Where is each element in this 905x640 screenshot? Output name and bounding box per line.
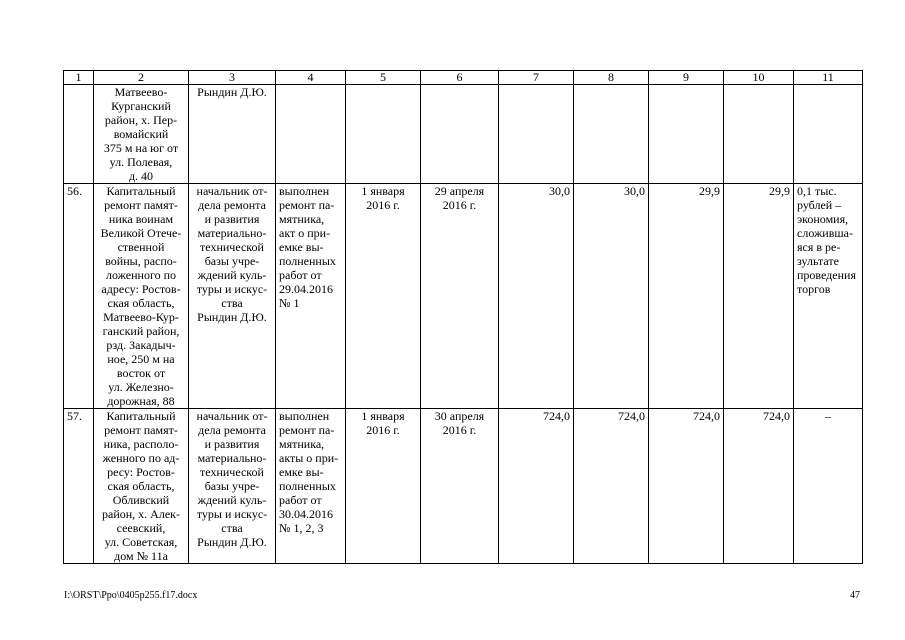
value-col10 (724, 85, 794, 184)
row-number (64, 85, 94, 184)
responsible-person: начальник от- дела ремонта и развития материально- технической базы учре- ждений куль- туры и искус- ства Рындин Д.Ю. (189, 409, 276, 564)
column-number: 2 (94, 71, 189, 85)
value-col8: 724,0 (574, 409, 649, 564)
table-row (64, 409, 863, 564)
table-row (64, 184, 863, 409)
responsible-person: начальник от- дела ремонта и развития материально- технической базы учре- ждений куль- туры и искус- ства Рындин Д.Ю. (189, 184, 276, 409)
column-number: 10 (724, 71, 794, 85)
value-col10: 724,0 (724, 409, 794, 564)
value-col9: 29,9 (649, 184, 724, 409)
end-date: 29 апреля 2016 г. (421, 184, 499, 409)
column-number: 4 (276, 71, 346, 85)
object-name: Матвеево- Курганский район, х. Пер- вомайский 375 м на юг от ул. Полевая, д. 40 (94, 85, 189, 184)
note (794, 85, 863, 184)
value-col10: 29,9 (724, 184, 794, 409)
value-col7 (499, 85, 574, 184)
execution-status (276, 85, 346, 184)
value-col9 (649, 85, 724, 184)
execution-status: выполнен ремонт па- мятника, акт о при- емке вы- полненных работ от 29.04.2016 № 1 (276, 184, 346, 409)
table-row (64, 85, 863, 184)
value-col7: 724,0 (499, 409, 574, 564)
start-date: 1 января 2016 г. (346, 184, 421, 409)
value-col8 (574, 85, 649, 184)
column-number-header-row (64, 71, 863, 85)
end-date (421, 85, 499, 184)
column-number: 9 (649, 71, 724, 85)
column-number: 6 (421, 71, 499, 85)
responsible-person: Рындин Д.Ю. (189, 85, 276, 184)
column-number: 1 (64, 71, 94, 85)
object-name: Капитальный ремонт памят- ника воинам Великой Отече- ственной войны, распо- ложенного по адресу: Ростов- ская область, Матвеево-Кур- ганский район, рзд. Закадыч- ное, 250 м на восток от ул. Железно- дорожная, 88 (94, 184, 189, 409)
column-number: 8 (574, 71, 649, 85)
column-number: 7 (499, 71, 574, 85)
row-number: 57. (64, 409, 94, 564)
value-col9: 724,0 (649, 409, 724, 564)
value-col7: 30,0 (499, 184, 574, 409)
column-number: 11 (794, 71, 863, 85)
object-name: Капитальный ремонт памят- ника, располо- женного по ад- ресу: Ростов- ская область, Обливский район, х. Алек- сеевский, ул. Советская, дом № 11а (94, 409, 189, 564)
column-number: 3 (189, 71, 276, 85)
document-table (63, 70, 863, 564)
footer-file-path: I:\ORST\Ppo\0405p255.f17.docx (64, 590, 198, 601)
execution-status: выполнен ремонт па- мятника, акты о при- емке вы- полненных работ от 30.04.2016 № 1, 2, 3 (276, 409, 346, 564)
value-col8: 30,0 (574, 184, 649, 409)
row-number: 56. (64, 184, 94, 409)
column-number: 5 (346, 71, 421, 85)
page-number: 47 (850, 590, 860, 601)
note: – (794, 409, 863, 564)
start-date (346, 85, 421, 184)
end-date: 30 апреля 2016 г. (421, 409, 499, 564)
start-date: 1 января 2016 г. (346, 409, 421, 564)
note: 0,1 тыс. рублей – экономия, сложившa- яся в ре- зультате проведения торгов (794, 184, 863, 409)
